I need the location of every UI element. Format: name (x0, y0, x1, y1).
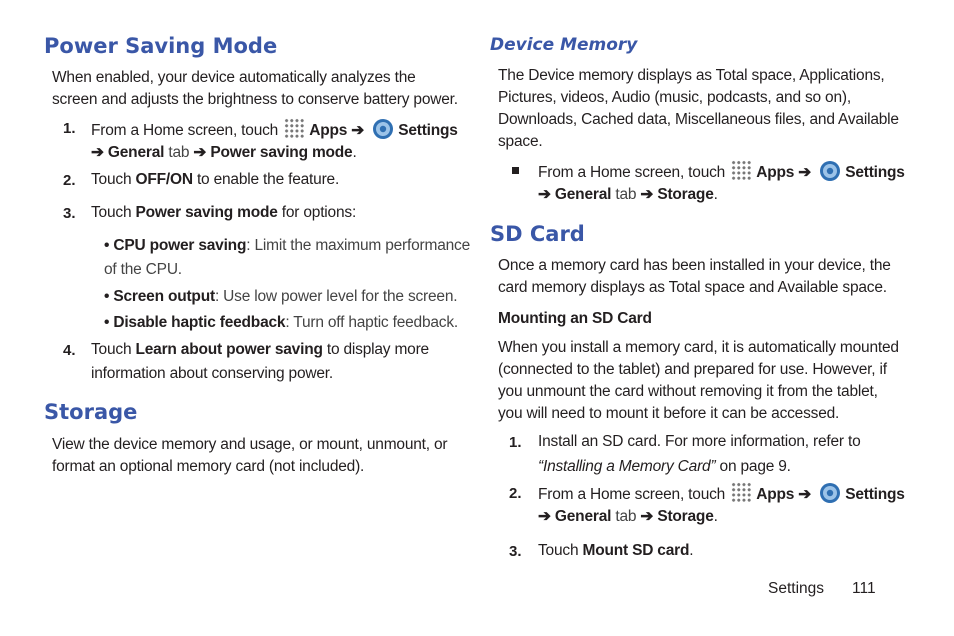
device-memory-line-2: Pictures, videos, Audio (music, podcasts, and so on), (498, 89, 851, 106)
sd-step-1-line-1: Install an SD card. For more information, refer to (538, 433, 861, 450)
power-saving-mode-label: Power saving mode (210, 144, 353, 161)
apps-label: Apps (756, 164, 795, 181)
apps-grid-icon (284, 118, 305, 139)
arrow-icon: ➔ (538, 508, 551, 525)
footer-page-number: 111 (852, 580, 876, 597)
bullet-cpu-power-saving (104, 235, 470, 257)
heading-power-saving-mode: Power Saving Mode (44, 34, 278, 58)
device-memory-step-line-1 (538, 160, 905, 184)
storage-text-line-1: View the device memory and usage, or mount, unmount, or (52, 436, 448, 453)
heading-device-memory: Device Memory (490, 35, 638, 55)
step-1-line-2 (91, 142, 357, 164)
step-number: 3. (63, 205, 76, 222)
period: . (713, 508, 718, 525)
general-label: General (554, 186, 612, 203)
arrow-icon: ➔ (193, 144, 207, 161)
period: . (352, 144, 357, 161)
apps-grid-icon (731, 160, 752, 181)
period: . (689, 542, 694, 559)
step-3-line (91, 202, 356, 224)
step-number: 1. (63, 120, 76, 137)
step-text: Touch (91, 204, 132, 221)
step-4-line-1 (91, 339, 429, 361)
bullet-text: : Use low power level for the screen. (214, 288, 458, 305)
sd-step-2-line-1 (538, 482, 905, 506)
step-text: Touch (91, 171, 132, 188)
step-text: From a Home screen, touch (538, 164, 726, 181)
general-label: General (554, 508, 612, 525)
apps-label: Apps (756, 486, 795, 503)
subheading-mounting-sd-card: Mounting an SD Card (498, 310, 652, 327)
device-memory-step-line-2 (538, 184, 718, 206)
bullet-title: • Disable haptic feedback (104, 314, 286, 331)
step-text: for options: (281, 204, 357, 221)
settings-gear-icon (372, 118, 394, 140)
settings-gear-icon (819, 160, 841, 182)
step-4-line-2: information about conserving power. (91, 365, 334, 382)
bullet-disable-haptic-feedback (104, 312, 458, 334)
bullet-text: : Turn off haptic feedback. (285, 314, 459, 331)
bullet-text: : Limit the maximum performance (246, 237, 471, 254)
power-saving-mode-label: Power saving mode (135, 204, 278, 221)
off-on-label: OFF/ON (135, 171, 193, 188)
storage-text-line-2: format an optional memory card (not included). (52, 458, 365, 475)
bullet-screen-output (104, 286, 457, 308)
general-label: General (107, 144, 165, 161)
step-text: to enable the feature. (196, 171, 340, 188)
step-text: From a Home screen, touch (538, 486, 726, 503)
arrow-icon: ➔ (351, 122, 365, 139)
heading-sd-card: SD Card (490, 222, 585, 246)
step-number: 4. (63, 342, 76, 359)
arrow-icon: ➔ (640, 186, 654, 203)
bullet-cpu-power-saving-cont: of the CPU. (104, 261, 182, 278)
sd-step-2-line-2 (538, 506, 718, 528)
footer-section-name: Settings (768, 580, 825, 597)
settings-gear-icon (819, 482, 841, 504)
mount-line-3: you unmount the card without removing it from the tablet, (498, 383, 878, 400)
step-number: 3. (509, 543, 522, 560)
mount-sd-card-label: Mount SD card (582, 542, 690, 559)
step-number: 1. (509, 434, 522, 451)
device-memory-line-4: space. (498, 133, 543, 150)
step-text: From a Home screen, touch (91, 122, 279, 139)
settings-label: Settings (398, 122, 458, 139)
step-number: 2. (63, 172, 76, 189)
settings-label: Settings (845, 486, 905, 503)
tab-text: tab (615, 508, 637, 525)
device-memory-line-1: The Device memory displays as Total space, Applications, (498, 67, 885, 84)
tab-text: tab (168, 144, 190, 161)
sd-card-line-2: card memory displays as Total space and Available space. (498, 279, 887, 296)
step-text: Touch (91, 341, 132, 358)
sd-card-line-1: Once a memory card has been installed in your device, the (498, 257, 891, 274)
arrow-icon: ➔ (798, 164, 812, 181)
storage-label: Storage (657, 186, 714, 203)
step-text: to display more (326, 341, 429, 358)
sd-step-1-line-2 (538, 456, 791, 478)
mount-line-2: (connected to the tablet) and prepared for use. However, if (498, 361, 887, 378)
step-text: Touch (538, 542, 579, 559)
mount-line-1: When you install a memory card, it is automatically mounted (498, 339, 899, 356)
arrow-icon: ➔ (640, 508, 654, 525)
device-memory-line-3: Downloads, Cached data, Miscellaneous files, and Available (498, 111, 899, 128)
step-2-line (91, 169, 339, 191)
step-number: 2. (509, 485, 522, 502)
apps-label: Apps (309, 122, 348, 139)
cross-reference-link[interactable]: “Installing a Memory Card” (538, 458, 716, 475)
storage-label: Storage (657, 508, 714, 525)
settings-label: Settings (845, 164, 905, 181)
mount-line-4: you will need to mount it before it can be accessed. (498, 405, 840, 422)
arrow-icon: ➔ (798, 486, 812, 503)
learn-about-power-saving-label: Learn about power saving (135, 341, 323, 358)
square-bullet (512, 167, 519, 174)
period: . (713, 186, 718, 203)
apps-grid-icon (731, 482, 752, 503)
heading-storage: Storage (44, 400, 138, 424)
step-text: on page 9. (719, 458, 791, 475)
power-saving-intro-line-1: When enabled, your device automatically analyzes the (52, 69, 416, 86)
sd-step-3-line (538, 540, 693, 562)
arrow-icon: ➔ (538, 186, 551, 203)
tab-text: tab (615, 186, 637, 203)
bullet-title: • CPU power saving (104, 237, 247, 254)
bullet-title: • Screen output (104, 288, 215, 305)
power-saving-intro-line-2: screen and adjusts the brightness to conserve battery power. (52, 91, 458, 108)
step-1-line-1 (91, 118, 458, 142)
arrow-icon: ➔ (91, 144, 104, 161)
